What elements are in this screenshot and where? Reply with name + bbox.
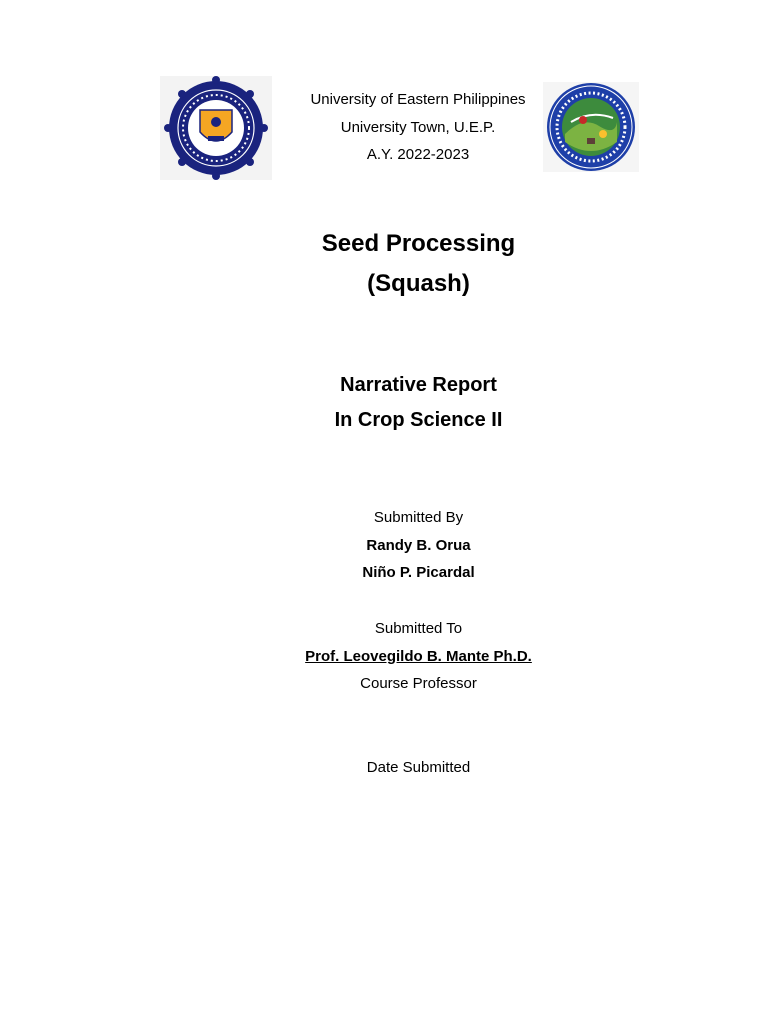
subtitle-line-2: In Crop Science II bbox=[334, 409, 503, 431]
title-line-2: (Squash) bbox=[367, 270, 470, 297]
subtitle-line-1: Narrative Report bbox=[340, 374, 497, 396]
report-title bbox=[0, 224, 768, 304]
university-location: University Town, U.E.P. bbox=[340, 118, 496, 136]
professor-name: Prof. Leovegildo B. Mante Ph.D. bbox=[305, 647, 532, 665]
submitted-by-section bbox=[0, 504, 768, 587]
title-line-1: Seed Processing bbox=[321, 230, 516, 257]
college-seal-icon bbox=[543, 82, 639, 172]
university-name: University of Eastern Philippines bbox=[310, 91, 526, 108]
submitted-by-label: Submitted By bbox=[373, 509, 464, 526]
institution-header bbox=[268, 86, 568, 169]
author-name: Randy B. Orua bbox=[366, 536, 471, 554]
date-section bbox=[0, 754, 768, 782]
submitted-to-section bbox=[0, 615, 768, 698]
university-seal-icon bbox=[160, 76, 272, 180]
date-submitted-label: Date Submitted bbox=[366, 759, 471, 776]
academic-year: A.Y. 2022-2023 bbox=[366, 146, 470, 163]
professor-role: Course Professor bbox=[360, 675, 477, 692]
submitted-to-label: Submitted To bbox=[374, 620, 463, 637]
author-name: Niño P. Picardal bbox=[362, 564, 475, 581]
report-subtitle bbox=[0, 368, 768, 438]
